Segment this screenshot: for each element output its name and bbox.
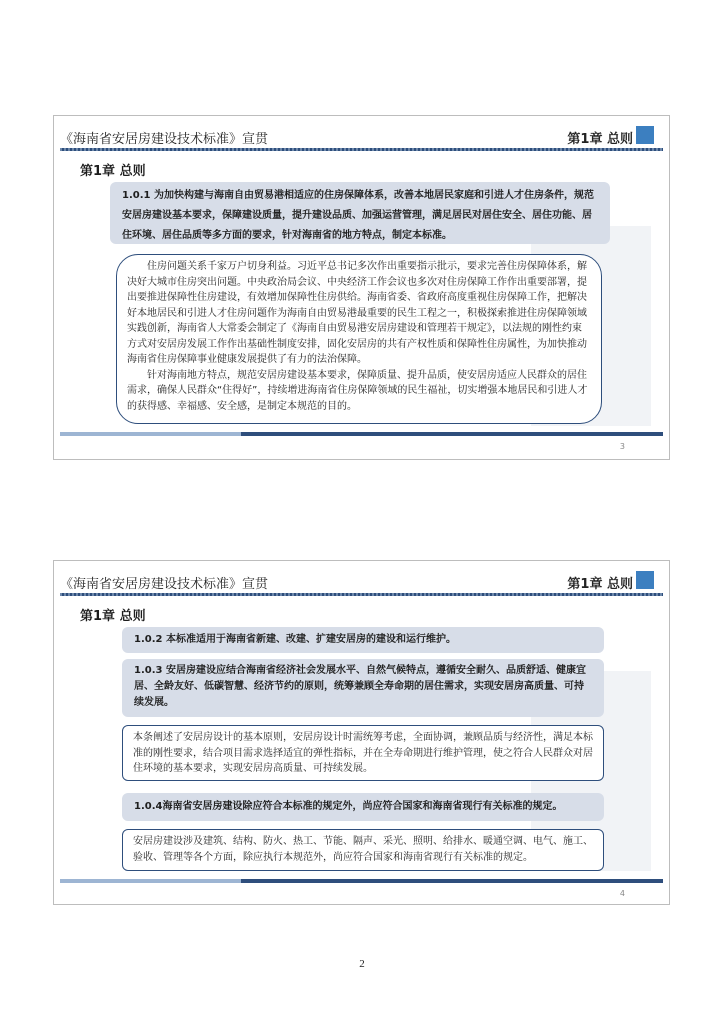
header-divider	[60, 593, 663, 596]
clause-1-0-1: 1.0.1 为加快构建与海南自由贸易港相适应的住房保障体系，改善本地居民家庭和引进人才住房条件，规范安居房建设基本要求，保障建设质量，提升建设品质、加强运营管理，满足居民对居住安全、居住功能、居住环境、居住品质等多方面的要求，针对海南省的地方特点，制定本标准。	[110, 182, 610, 244]
slide-page-number: 4	[619, 889, 625, 898]
clause-1-0-3: 1.0.3 安居房建设应结合海南省经济社会发展水平、自然气候特点，遵循安全耐久、品质舒适、健康宜居、全龄友好、低碳智慧、经济节约的原则，统筹兼顾全寿命期的居住需求，实现安居房高质量、可持续发展。	[122, 659, 604, 717]
footer-divider	[60, 432, 663, 436]
header-chapter: 第1章 总则	[567, 577, 633, 592]
document-page-number: 2	[359, 958, 365, 970]
slide-page-number: 3	[619, 442, 625, 451]
explanation-1-0-3: 本条阐述了安居房设计的基本原则，安居房设计时需统筹考虑，全面协调，兼顾品质与经济性，满足本标准的刚性要求，结合项目需求选择适宜的弹性指标，并在全寿命期进行维护管理，使之符合人民群众对居住环境的基本要求，实现安居房高质量、可持续发展。	[122, 725, 604, 781]
slide-page-3	[53, 115, 670, 460]
explanation-paragraph: 住房问题关系千家万户切身利益。习近平总书记多次作出重要指示批示，要求完善住房保障体系，解决好大城市住房突出问题。中央政治局会议、中央经济工作会议也多次对住房保障工作作出重要部署，提出要推进保障性住房建设，有效增加保障性住房供给。海南省委、省政府高度重视住房保障工作，把解决好本地居民和引进人才住房问题作为海南自由贸易港最重要的民生工程之一，积极探索推进住房保障领域实践创新，海南省人大常委会制定了《海南自由贸易港安居房建设和管理若干规定》，以法规的刚性约束方式对安居房发展工作作出基础性制度安排，固化安居房的共有产权性质和保障性住房属性，为加快推动海南省住房保障事业健康发展提供了有力的法治保障。	[127, 261, 587, 365]
clause-1-0-4: 1.0.4海南省安居房建设除应符合本标准的规定外，尚应符合国家和海南省现行有关标准的规定。	[122, 793, 604, 821]
square-logo-icon	[636, 571, 654, 589]
footer-divider	[60, 879, 663, 883]
section-title: 第1章 总则	[80, 164, 146, 179]
explanation-1-0-4: 安居房建设涉及建筑、结构、防火、热工、节能、隔声、采光、照明、给排水、暖通空调、电气、施工、验收、管理等各个方面，除应执行本规范外，尚应符合国家和海南省现行有关标准的规定。	[122, 829, 604, 871]
header-title: 《海南省安居房建设技术标准》宣贯	[60, 132, 269, 147]
header-divider	[60, 148, 663, 151]
section-title: 第1章 总则	[80, 609, 146, 624]
explanation-paragraph: 针对海南地方特点，规范安居房建设基本要求，保障质量、提升品质，使安居房适应人民群众的居住需求，确保人民群众“住得好”，持续增进海南省住房保障领域的民生福祉，切实增强本地居民和引进人才的获得感、幸福感、安全感，是制定本规范的目的。	[127, 369, 588, 412]
header-title: 《海南省安居房建设技术标准》宣贯	[60, 577, 269, 592]
clause-1-0-2: 1.0.2 本标准适用于海南省新建、改建、扩建安居房的建设和运行维护。	[122, 627, 604, 653]
slide-page-4	[53, 560, 670, 905]
explanation-box	[116, 254, 602, 424]
header-chapter: 第1章 总则	[567, 132, 633, 147]
square-logo-icon	[636, 126, 654, 144]
